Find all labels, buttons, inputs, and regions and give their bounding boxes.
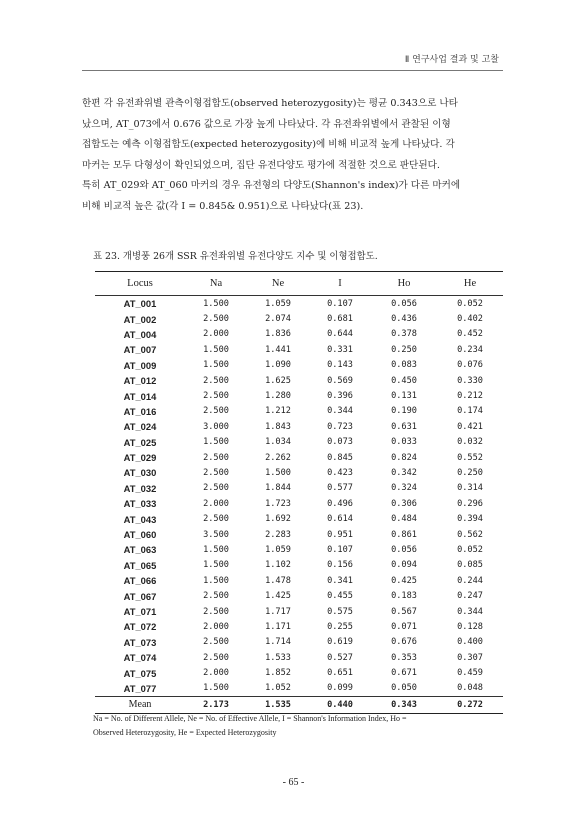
page-number: - 65 -	[282, 777, 305, 788]
table-row	[95, 635, 503, 650]
cell-ne: 1.059	[265, 298, 291, 309]
table-row	[95, 311, 503, 326]
cell-na: 1.500	[203, 344, 229, 355]
cell-he: 0.244	[457, 575, 483, 586]
header-divider	[82, 70, 503, 71]
cell-ho: 0.425	[391, 575, 417, 586]
table-row	[95, 665, 503, 680]
cell-ho: 0.183	[391, 591, 417, 602]
paragraph-line: 마커는 모두 다형성이 확인되었으며, 집단 유전다양도 평가에 적절한 것으로 판단된다.	[82, 159, 440, 171]
cell-he: 0.076	[457, 360, 483, 371]
table-row	[95, 450, 503, 465]
cell-i: 0.681	[327, 314, 353, 325]
table-row	[95, 465, 503, 480]
table-row	[95, 604, 503, 619]
cell-i: 0.527	[327, 652, 353, 663]
cell-he: 0.052	[457, 298, 483, 309]
cell-locus: AT_072	[123, 621, 157, 633]
cell-ho: 0.450	[391, 375, 417, 386]
cell-i: 0.255	[327, 621, 353, 632]
cell-he: 0.307	[457, 652, 483, 663]
cell-ne: 1.500	[265, 467, 291, 478]
table-row	[95, 435, 503, 450]
cell-locus: AT_016	[123, 405, 157, 417]
cell-he: 0.344	[457, 606, 483, 617]
table-row	[95, 419, 503, 434]
cell-i: 0.073	[327, 437, 353, 448]
cell-locus: AT_067	[123, 590, 157, 602]
cell-i: 0.845	[327, 452, 353, 463]
cell-ho: 0.250	[391, 344, 417, 355]
cell-i: 0.644	[327, 329, 353, 340]
table-row	[95, 388, 503, 403]
cell-na: 2.500	[203, 391, 229, 402]
cell-he: 0.394	[457, 514, 483, 525]
cell-locus: AT_043	[123, 513, 157, 525]
paragraph-line: 났으며, AT_073에서 0.676 값으로 가장 높게 나타났다. 각 유전좌위별에서 관찰된 이형	[82, 118, 451, 130]
cell-he: 0.314	[457, 483, 483, 494]
cell-ne: 1.102	[265, 560, 291, 571]
table-row	[95, 542, 503, 557]
cell-ne: 1.843	[265, 421, 291, 432]
cell-na: 1.500	[203, 360, 229, 371]
cell-ho: 0.056	[391, 298, 417, 309]
cell-ho: 0.324	[391, 483, 417, 494]
cell-ne: 1.441	[265, 344, 291, 355]
cell-he: 0.250	[457, 467, 483, 478]
table-header-row	[95, 272, 503, 296]
cell-i: 0.496	[327, 498, 353, 509]
cell-ne: 1.280	[265, 391, 291, 402]
mean-cell-ho: 0.343	[371, 697, 437, 713]
cell-locus: AT_032	[123, 482, 157, 494]
header-ho: Ho	[371, 272, 437, 296]
cell-ne: 1.625	[265, 375, 291, 386]
cell-locus: AT_002	[123, 313, 157, 325]
cell-i: 0.575	[327, 606, 353, 617]
cell-ne: 1.717	[265, 606, 291, 617]
cell-na: 2.500	[203, 375, 229, 386]
cell-he: 0.552	[457, 452, 483, 463]
cell-ne: 1.171	[265, 621, 291, 632]
cell-na: 2.000	[203, 498, 229, 509]
cell-ho: 0.306	[391, 498, 417, 509]
cell-na: 2.500	[203, 606, 229, 617]
cell-ne: 1.692	[265, 514, 291, 525]
cell-locus: AT_060	[123, 529, 157, 541]
cell-na: 1.500	[203, 560, 229, 571]
cell-ne: 1.212	[265, 406, 291, 417]
cell-ho: 0.342	[391, 467, 417, 478]
cell-na: 1.500	[203, 683, 229, 694]
table-row	[95, 296, 503, 312]
cell-locus: AT_033	[123, 498, 157, 510]
cell-ho: 0.353	[391, 652, 417, 663]
cell-na: 2.500	[203, 406, 229, 417]
cell-locus: AT_073	[123, 636, 157, 648]
cell-na: 2.500	[203, 483, 229, 494]
cell-ho: 0.671	[391, 668, 417, 679]
footnote-line: Observed Heterozygosity, He = Expected Heterozygosity	[93, 728, 277, 737]
cell-ne: 1.714	[265, 637, 291, 648]
table-row	[95, 358, 503, 373]
cell-ho: 0.861	[391, 529, 417, 540]
mean-cell-ne: 1.535	[247, 697, 309, 713]
cell-ne: 1.836	[265, 329, 291, 340]
cell-ne: 1.059	[265, 544, 291, 555]
paragraph-line: 특히 AT_029와 AT_060 마커의 경우 유전형의 다양도(Shannon's index)가 다른 마커에	[82, 180, 461, 192]
header-na: Na	[185, 272, 247, 296]
cell-ho: 0.631	[391, 421, 417, 432]
cell-locus: AT_012	[123, 375, 157, 387]
cell-locus: AT_066	[123, 575, 157, 587]
cell-he: 0.400	[457, 637, 483, 648]
cell-ho: 0.050	[391, 683, 417, 694]
cell-he: 0.052	[457, 544, 483, 555]
cell-ho: 0.094	[391, 560, 417, 571]
cell-locus: AT_025	[123, 436, 157, 448]
cell-na: 2.500	[203, 637, 229, 648]
table-footnote	[93, 712, 505, 740]
table-row	[95, 342, 503, 357]
table-row	[95, 681, 503, 697]
cell-locus: AT_004	[123, 328, 157, 340]
cell-he: 0.212	[457, 391, 483, 402]
cell-i: 0.951	[327, 529, 353, 540]
cell-na: 2.500	[203, 467, 229, 478]
cell-he: 0.296	[457, 498, 483, 509]
cell-na: 1.500	[203, 298, 229, 309]
cell-i: 0.619	[327, 637, 353, 648]
cell-i: 0.099	[327, 683, 353, 694]
cell-ho: 0.567	[391, 606, 417, 617]
cell-he: 0.048	[457, 683, 483, 694]
table-row	[95, 373, 503, 388]
table-row	[95, 650, 503, 665]
mean-cell-locus: Mean	[95, 697, 185, 713]
cell-locus: AT_007	[123, 344, 157, 356]
header-i: I	[309, 272, 371, 296]
cell-ho: 0.033	[391, 437, 417, 448]
cell-he: 0.562	[457, 529, 483, 540]
cell-ne: 1.533	[265, 652, 291, 663]
cell-i: 0.723	[327, 421, 353, 432]
table-row	[95, 327, 503, 342]
cell-locus: AT_009	[123, 359, 157, 371]
cell-ne: 1.478	[265, 575, 291, 586]
cell-i: 0.569	[327, 375, 353, 386]
cell-na: 3.500	[203, 529, 229, 540]
cell-he: 0.085	[457, 560, 483, 571]
cell-ho: 0.190	[391, 406, 417, 417]
cell-na: 2.500	[203, 591, 229, 602]
table-row	[95, 573, 503, 588]
paragraph-line: 비해 비교적 높은 값(각 I = 0.845& 0.951)으로 나타났다(표 23).	[82, 200, 364, 212]
cell-i: 0.341	[327, 575, 353, 586]
cell-he: 0.247	[457, 591, 483, 602]
cell-ne: 2.074	[265, 314, 291, 325]
cell-i: 0.143	[327, 360, 353, 371]
header-he: He	[437, 272, 503, 296]
cell-i: 0.107	[327, 544, 353, 555]
table-row	[95, 619, 503, 634]
cell-ho: 0.436	[391, 314, 417, 325]
cell-ho: 0.131	[391, 391, 417, 402]
cell-i: 0.455	[327, 591, 353, 602]
table-row	[95, 511, 503, 526]
header-locus: Locus	[95, 272, 185, 296]
cell-i: 0.577	[327, 483, 353, 494]
cell-na: 3.000	[203, 421, 229, 432]
running-header: Ⅱ 연구사업 결과 및 고찰	[404, 55, 499, 65]
table-row	[95, 496, 503, 511]
cell-ho: 0.056	[391, 544, 417, 555]
cell-ne: 1.844	[265, 483, 291, 494]
cell-he: 0.452	[457, 329, 483, 340]
cell-na: 2.500	[203, 314, 229, 325]
cell-na: 1.500	[203, 437, 229, 448]
table-caption: 표 23. 개병풍 26개 SSR 유전좌위별 유전다양도 지수 및 이형접합도.	[93, 251, 378, 262]
cell-na: 2.000	[203, 668, 229, 679]
cell-he: 0.402	[457, 314, 483, 325]
cell-ho: 0.484	[391, 514, 417, 525]
mean-cell-na: 2.173	[185, 697, 247, 713]
body-paragraph	[82, 94, 503, 218]
footnote-line: Na = No. of Different Allele, Ne = No. of Effective Allele, I = Shannon's Information Index, Ho =	[93, 714, 407, 723]
cell-locus: AT_071	[123, 606, 157, 617]
cell-i: 0.423	[327, 467, 353, 478]
cell-i: 0.396	[327, 391, 353, 402]
mean-cell-i: 0.440	[309, 697, 371, 713]
table-row	[95, 404, 503, 419]
paragraph-line: 한편 각 유전좌위별 관측이형접합도(observed heterozygosity)는 평균 0.343으로 나타	[82, 98, 458, 109]
cell-he: 0.459	[457, 668, 483, 679]
mean-cell-he: 0.272	[437, 697, 503, 713]
cell-locus: AT_077	[123, 682, 157, 694]
table-row	[95, 588, 503, 603]
cell-ne: 1.425	[265, 591, 291, 602]
cell-he: 0.128	[457, 621, 483, 632]
cell-ne: 1.090	[265, 360, 291, 371]
cell-ho: 0.824	[391, 452, 417, 463]
cell-ne: 2.262	[265, 452, 291, 463]
cell-ne: 2.283	[265, 529, 291, 540]
cell-i: 0.156	[327, 560, 353, 571]
header-ne: Ne	[247, 272, 309, 296]
cell-i: 0.651	[327, 668, 353, 679]
cell-he: 0.421	[457, 421, 483, 432]
table-row	[95, 558, 503, 573]
cell-ho: 0.071	[391, 621, 417, 632]
cell-locus: AT_030	[123, 467, 157, 479]
cell-locus: AT_065	[123, 559, 157, 571]
cell-na: 1.500	[203, 575, 229, 586]
diversity-table	[95, 271, 503, 714]
cell-na: 2.000	[203, 621, 229, 632]
cell-locus: AT_029	[123, 452, 157, 464]
cell-i: 0.614	[327, 514, 353, 525]
cell-locus: AT_024	[123, 421, 157, 433]
cell-he: 0.032	[457, 437, 483, 448]
cell-ho: 0.676	[391, 637, 417, 648]
mean-row	[95, 697, 503, 713]
cell-locus: AT_001	[123, 298, 157, 310]
cell-locus: AT_074	[123, 652, 157, 664]
cell-ne: 1.052	[265, 683, 291, 694]
cell-na: 2.500	[203, 514, 229, 525]
cell-ho: 0.083	[391, 360, 417, 371]
cell-i: 0.331	[327, 344, 353, 355]
cell-locus: AT_014	[123, 390, 157, 402]
cell-na: 2.500	[203, 452, 229, 463]
cell-na: 2.000	[203, 329, 229, 340]
cell-na: 2.500	[203, 652, 229, 663]
paragraph-line: 접합도는 예측 이형접합도(expected heterozygosity)에 비해 비교적 높게 나타났다. 각	[82, 139, 455, 151]
cell-he: 0.234	[457, 344, 483, 355]
cell-ho: 0.378	[391, 329, 417, 340]
cell-na: 1.500	[203, 544, 229, 555]
cell-ne: 1.723	[265, 498, 291, 509]
cell-locus: AT_075	[123, 667, 157, 679]
cell-he: 0.330	[457, 375, 483, 386]
cell-locus: AT_063	[123, 544, 157, 556]
cell-ne: 1.852	[265, 668, 291, 679]
cell-he: 0.174	[457, 406, 483, 417]
table-row	[95, 527, 503, 542]
cell-ne: 1.034	[265, 437, 291, 448]
cell-i: 0.107	[327, 298, 353, 309]
cell-i: 0.344	[327, 406, 353, 417]
table-row	[95, 481, 503, 496]
